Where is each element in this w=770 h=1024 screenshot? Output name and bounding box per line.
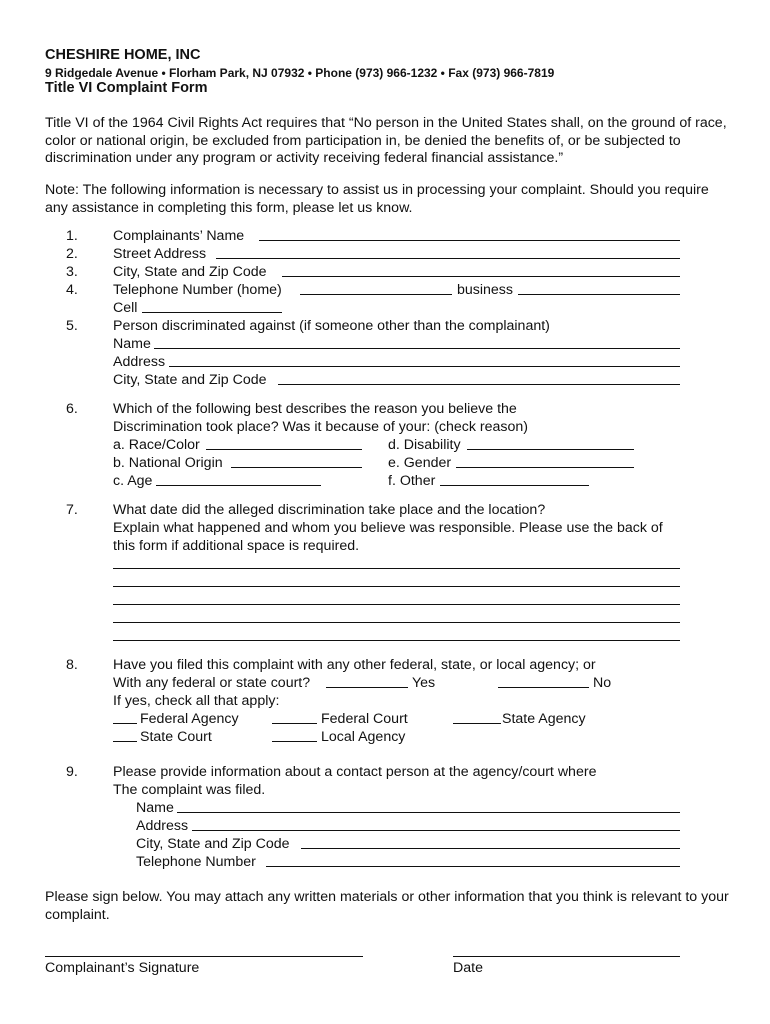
person-city-field[interactable] [278,384,680,385]
person-address-label: Address [113,354,166,370]
reason-national-origin-label: b. National Origin [113,455,223,471]
state-court-check[interactable] [113,741,137,742]
reason-age-field[interactable] [156,485,321,486]
incident-description-line[interactable] [113,604,680,605]
person-name-field[interactable] [154,348,680,349]
item-number: 7. [66,502,78,518]
reason-gender-field[interactable] [456,467,634,468]
reason-gender-label: e. Gender [388,455,452,471]
contact-address-label: Address [136,818,189,834]
home-phone-label: Telephone Number (home) [113,282,282,298]
filed-yes-label: Yes [412,675,436,691]
federal-court-check[interactable] [272,723,317,724]
reason-age-label: c. Age [113,473,153,489]
date-field[interactable] [453,956,680,957]
street-address-field[interactable] [216,258,680,259]
contact-city-label: City, State and Zip Code [136,836,290,852]
contact-address-field[interactable] [192,830,680,831]
item-number: 4. [66,282,78,298]
date-label: Date [453,960,483,976]
item-number: 8. [66,657,78,673]
reason-national-origin-field[interactable] [231,467,362,468]
person-address-field[interactable] [169,366,680,367]
person-discriminated-label: Person discriminated against (if someone other than the complainant) [113,318,550,334]
item-number: 1. [66,228,78,244]
business-phone-field[interactable] [518,294,680,295]
reason-other-field[interactable] [440,485,589,486]
item-number: 9. [66,764,78,780]
item-number: 5. [66,318,78,334]
filed-check-all-label: If yes, check all that apply: [113,693,280,709]
filed-no-label: No [593,675,612,691]
reason-race-label: a. Race/Color [113,437,200,453]
item-number: 6. [66,401,78,417]
reason-other-label: f. Other [388,473,436,489]
signature-label: Complainant’s Signature [45,960,200,976]
cell-phone-label: Cell [113,300,138,316]
sign-instructions: Please sign below. You may attach any written materials or other information that you think is relevant to your complaint. [45,889,729,923]
filed-question-line2: With any federal or state court? [113,675,311,691]
intro-paragraph: Title VI of the 1964 Civil Rights Act requires that “No person in the United States shall, on the ground of race, color or national origin, be excluded from participation in, be denied the benefits of, or be subjected to discrimination under any program or activity receiving federal financial assistance.” [45,115,727,166]
complainant-name-label: Complainants’ Name [113,228,245,244]
state-agency-label: State Agency [502,711,586,727]
contact-phone-label: Telephone Number [136,854,256,870]
item-number: 2. [66,246,78,262]
person-city-label: City, State and Zip Code [113,372,267,388]
reason-race-field[interactable] [206,449,362,450]
incident-description-line[interactable] [113,640,680,641]
reason-disability-label: d. Disability [388,437,461,453]
reason-question-line2: Discrimination took place? Was it because of your: (check reason) [113,419,529,435]
intro-note: Note: The following information is necessary to assist us in processing your complaint. Should you require any assistance in completing this form, please let us know. [45,182,709,216]
incident-description-line[interactable] [113,586,680,587]
federal-court-label: Federal Court [321,711,408,727]
contact-city-field[interactable] [301,848,680,849]
incident-question-line2: Explain what happened and whom you believe was responsible. Please use the back of [113,520,663,536]
signature-field[interactable] [45,956,363,957]
filed-question-line1: Have you filed this complaint with any other federal, state, or local agency; or [113,657,596,673]
filed-no-field[interactable] [498,687,589,688]
city-state-zip-field[interactable] [282,276,680,277]
city-state-zip-label: City, State and Zip Code [113,264,267,280]
reason-disability-field[interactable] [467,449,634,450]
state-court-label: State Court [140,729,212,745]
local-agency-label: Local Agency [321,729,406,745]
reason-question-line1: Which of the following best describes the reason you believe the [113,401,517,417]
business-phone-label: business [457,282,513,298]
contact-name-label: Name [136,800,174,816]
local-agency-check[interactable] [272,741,317,742]
cell-phone-field[interactable] [142,312,282,313]
incident-description-line[interactable] [113,622,680,623]
person-name-label: Name [113,336,151,352]
filed-yes-field[interactable] [326,687,408,688]
contact-phone-field[interactable] [266,866,680,867]
form-title: Title VI Complaint Form [45,80,208,96]
contact-name-field[interactable] [177,812,680,813]
street-address-label: Street Address [113,246,207,262]
incident-question-line3: this form if additional space is required. [113,538,360,554]
contact-question-line1: Please provide information about a contact person at the agency/court where [113,764,597,780]
home-phone-field[interactable] [300,294,452,295]
complainant-name-field[interactable] [259,240,680,241]
incident-description-line[interactable] [113,568,680,569]
contact-question-line2: The complaint was filed. [113,782,266,798]
state-agency-check[interactable] [453,723,501,724]
federal-agency-label: Federal Agency [140,711,239,727]
federal-agency-check[interactable] [113,723,137,724]
organization-name: CHESHIRE HOME, INC [45,47,201,63]
organization-address: 9 Ridgedale Avenue • Florham Park, NJ 07932 • Phone (973) 966-1232 • Fax (973) 966-7819 [45,66,555,80]
item-number: 3. [66,264,78,280]
incident-question-line1: What date did the alleged discrimination take place and the location? [113,502,546,518]
